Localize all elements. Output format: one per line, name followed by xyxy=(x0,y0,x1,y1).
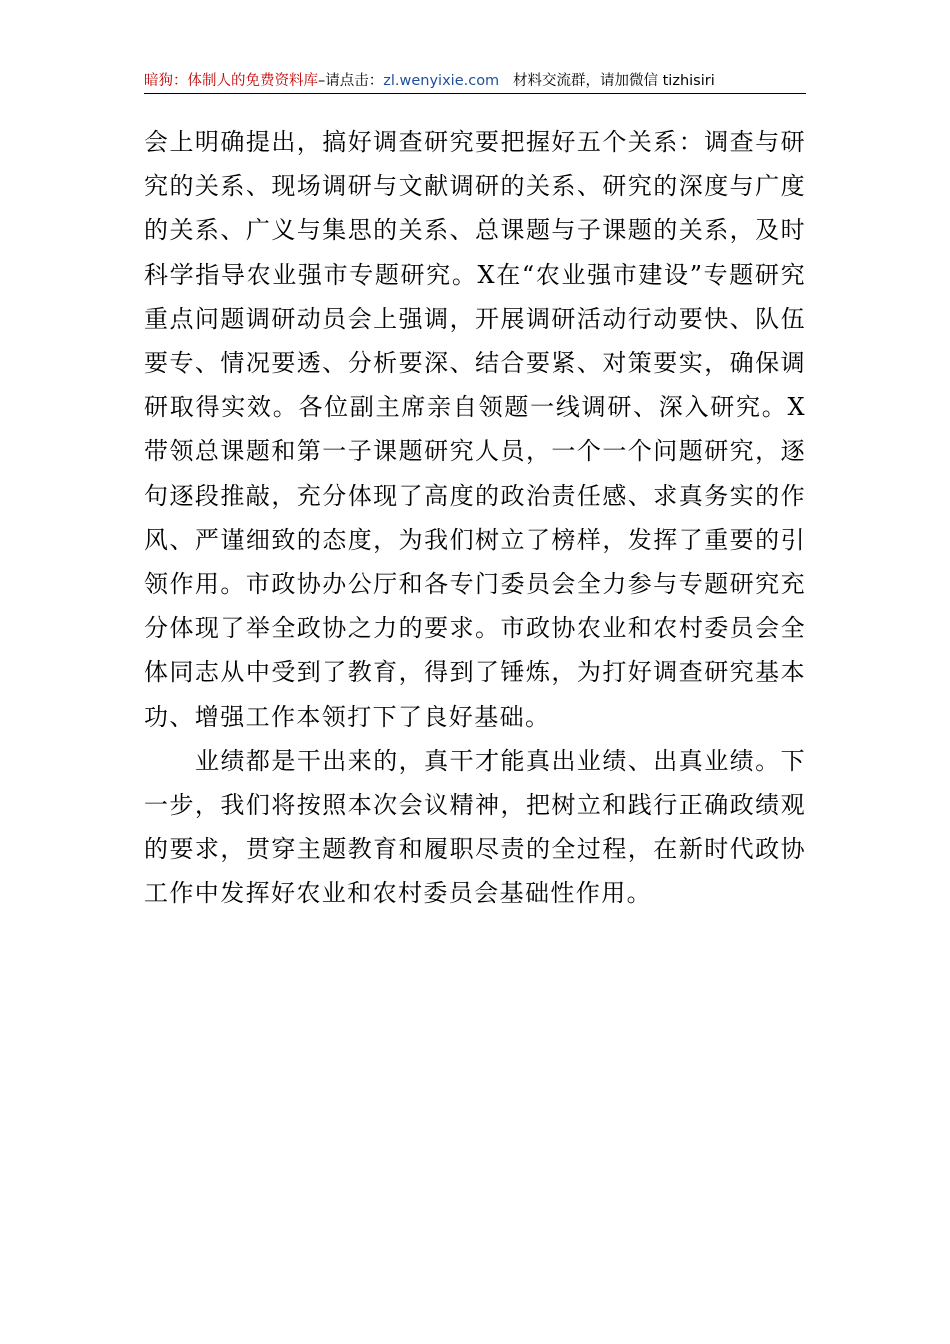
header-click-label: –请点击： xyxy=(318,73,384,89)
page-header xyxy=(144,70,806,92)
document-body xyxy=(144,120,806,916)
paragraph-2: 业绩都是干出来的，真干才能真出业绩、出真业绩。下一步，我们将按照本次会议精神，把树立和践行正确政绩观的要求，贯穿主题教育和履职尽责的全过程，在新时代政协工作中发挥好农业和农村委员会基础性作用。 xyxy=(144,746,806,908)
paragraph-1: 会上明确提出，搞好调查研究要把握好五个关系：调查与研究的关系、现场调研与文献调研的关系、研究的深度与广度的关系、广义与集思的关系、总课题与子课题的关系，及时科学指导农业强市专题研究。X在“农业强市建设”专题研究重点问题调研动员会上强调，开展调研活动行动要快、队伍要专、情况要透、分析要深、结合要紧、对策要实，确保调研取得实效。各位副主席亲自领题一线调研、深入研究。X带领总课题和第一子课题研究人员，一个一个问题研究，逐句逐段推敲，充分体现了高度的政治责任感、求真务实的作风、严谨细致的态度，为我们树立了榜样，发挥了重要的引领作用。市政协办公厅和各专门委员会全力参与专题研究充分体现了举全政协之力的要求。市政协农业和农村委员会全体同志从中受到了教育，得到了锤炼，为打好调查研究基本功、增强工作本领打下了良好基础。 xyxy=(144,128,806,731)
header-url-link[interactable]: zl.wenyixie.com xyxy=(383,73,500,89)
header-group-text: 材料交流群，请加微信 tizhisiri xyxy=(513,73,715,89)
header-divider xyxy=(144,93,806,94)
header-brand: 暗狗：体制人的免费资料库 xyxy=(144,73,318,89)
